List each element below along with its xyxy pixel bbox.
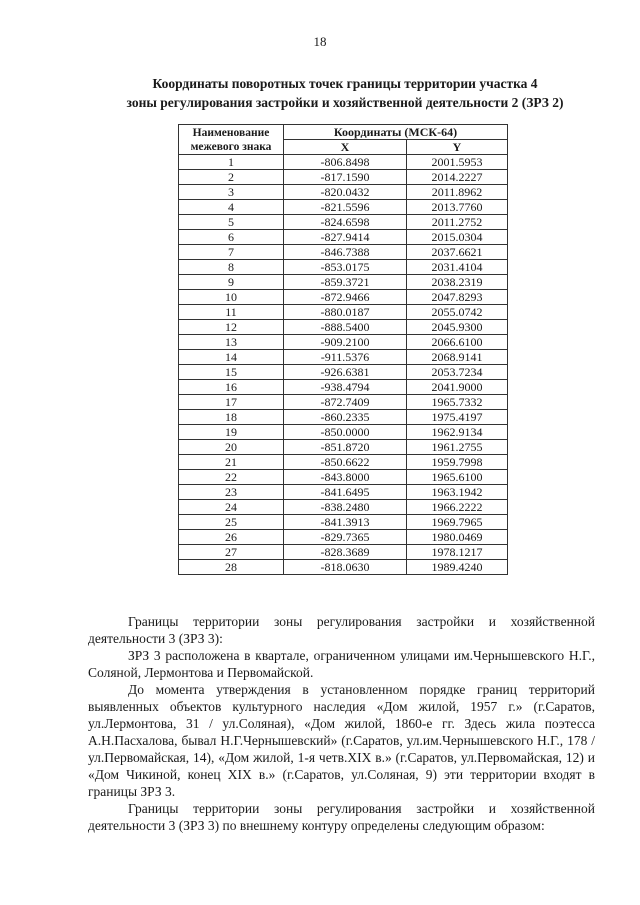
point-number-cell: 15 (179, 365, 284, 380)
point-number-cell: 18 (179, 410, 284, 425)
x-coordinate-cell: -853.0175 (284, 260, 407, 275)
y-coordinate-cell: 2055.0742 (407, 305, 508, 320)
x-coordinate-cell: -850.0000 (284, 425, 407, 440)
table-row (179, 305, 508, 320)
y-coordinate-cell: 1966.2222 (407, 500, 508, 515)
x-coordinate-cell: -938.4794 (284, 380, 407, 395)
x-coordinate-cell: -851.8720 (284, 440, 407, 455)
y-coordinate-cell: 2047.8293 (407, 290, 508, 305)
x-coordinate-cell: -911.5376 (284, 350, 407, 365)
x-coordinate-cell: -843.8000 (284, 470, 407, 485)
header-point-name: Наименование межевого знака (179, 125, 284, 155)
point-number-cell: 4 (179, 200, 284, 215)
point-number-cell: 27 (179, 545, 284, 560)
paragraph-zrz3-heading: Границы территории зоны регулирования застройки и хозяйственной деятельности 3 (ЗРЗ 3): (88, 614, 595, 646)
y-coordinate-cell: 2001.5953 (407, 155, 508, 170)
y-coordinate-cell: 2066.6100 (407, 335, 508, 350)
y-coordinate-cell: 1965.6100 (407, 470, 508, 485)
table-row (179, 275, 508, 290)
point-number-cell: 12 (179, 320, 284, 335)
y-coordinate-cell: 2045.9300 (407, 320, 508, 335)
x-coordinate-cell: -829.7365 (284, 530, 407, 545)
y-coordinate-cell: 2053.7234 (407, 365, 508, 380)
table-title (60, 74, 630, 112)
table-row (179, 515, 508, 530)
point-number-cell: 19 (179, 425, 284, 440)
point-number-cell: 26 (179, 530, 284, 545)
table-row (179, 155, 508, 170)
table-row (179, 485, 508, 500)
x-coordinate-cell: -820.0432 (284, 185, 407, 200)
table-row (179, 530, 508, 545)
y-coordinate-cell: 1980.0469 (407, 530, 508, 545)
table-row (179, 500, 508, 515)
coordinates-table (178, 124, 508, 575)
x-coordinate-cell: -841.6495 (284, 485, 407, 500)
table-row (179, 395, 508, 410)
point-number-cell: 8 (179, 260, 284, 275)
table-row (179, 350, 508, 365)
header-x: X (284, 140, 407, 155)
point-number-cell: 21 (179, 455, 284, 470)
table-row (179, 440, 508, 455)
point-number-cell: 2 (179, 170, 284, 185)
x-coordinate-cell: -926.6381 (284, 365, 407, 380)
table-row (179, 215, 508, 230)
x-coordinate-cell: -827.9414 (284, 230, 407, 245)
table-row (179, 380, 508, 395)
table-row (179, 545, 508, 560)
point-number-cell: 7 (179, 245, 284, 260)
x-coordinate-cell: -828.3689 (284, 545, 407, 560)
point-number-cell: 16 (179, 380, 284, 395)
y-coordinate-cell: 2011.8962 (407, 185, 508, 200)
table-row (179, 455, 508, 470)
paragraph-outer-contour: Границы территории зоны регулирования застройки и хозяйственной деятельности 3 (ЗРЗ 3) по внешнему контуру определены следующим образом: (88, 801, 595, 833)
point-number-cell: 5 (179, 215, 284, 230)
point-number-cell: 11 (179, 305, 284, 320)
x-coordinate-cell: -806.8498 (284, 155, 407, 170)
x-coordinate-cell: -888.5400 (284, 320, 407, 335)
y-coordinate-cell: 1978.1217 (407, 545, 508, 560)
y-coordinate-cell: 2031.4104 (407, 260, 508, 275)
y-coordinate-cell: 1989.4240 (407, 560, 508, 575)
coordinates-table-body (179, 155, 508, 575)
x-coordinate-cell: -872.7409 (284, 395, 407, 410)
table-row (179, 185, 508, 200)
point-number-cell: 20 (179, 440, 284, 455)
x-coordinate-cell: -909.2100 (284, 335, 407, 350)
table-row (179, 170, 508, 185)
table-row (179, 335, 508, 350)
y-coordinate-cell: 1961.2755 (407, 440, 508, 455)
body-text (88, 613, 595, 834)
point-number-cell: 3 (179, 185, 284, 200)
table-row (179, 200, 508, 215)
y-coordinate-cell: 2015.0304 (407, 230, 508, 245)
table-row (179, 470, 508, 485)
point-number-cell: 23 (179, 485, 284, 500)
table-row (179, 230, 508, 245)
y-coordinate-cell: 1962.9134 (407, 425, 508, 440)
table-row (179, 245, 508, 260)
y-coordinate-cell: 1965.7332 (407, 395, 508, 410)
page-number: 18 (313, 34, 327, 49)
y-coordinate-cell: 1963.1942 (407, 485, 508, 500)
table-row (179, 320, 508, 335)
y-coordinate-cell: 2068.9141 (407, 350, 508, 365)
point-number-cell: 9 (179, 275, 284, 290)
x-coordinate-cell: -872.9466 (284, 290, 407, 305)
y-coordinate-cell: 1959.7998 (407, 455, 508, 470)
y-coordinate-cell: 2041.9000 (407, 380, 508, 395)
y-coordinate-cell: 2014.2227 (407, 170, 508, 185)
point-number-cell: 25 (179, 515, 284, 530)
x-coordinate-cell: -880.0187 (284, 305, 407, 320)
table-row (179, 425, 508, 440)
y-coordinate-cell: 1975.4197 (407, 410, 508, 425)
y-coordinate-cell: 1969.7965 (407, 515, 508, 530)
title-line-2: зоны регулирования застройки и хозяйственной деятельности 2 (ЗРЗ 2) (126, 95, 564, 110)
y-coordinate-cell: 2037.6621 (407, 245, 508, 260)
x-coordinate-cell: -859.3721 (284, 275, 407, 290)
x-coordinate-cell: -821.5596 (284, 200, 407, 215)
x-coordinate-cell: -817.1590 (284, 170, 407, 185)
point-number-cell: 17 (179, 395, 284, 410)
point-number-cell: 14 (179, 350, 284, 365)
point-number-cell: 13 (179, 335, 284, 350)
x-coordinate-cell: -850.6622 (284, 455, 407, 470)
x-coordinate-cell: -838.2480 (284, 500, 407, 515)
point-number-cell: 1 (179, 155, 284, 170)
table-row (179, 260, 508, 275)
point-number-cell: 10 (179, 290, 284, 305)
table-row (179, 290, 508, 305)
point-number-cell: 24 (179, 500, 284, 515)
y-coordinate-cell: 2011.2752 (407, 215, 508, 230)
point-number-cell: 28 (179, 560, 284, 575)
paragraph-zrz3-location: ЗРЗ 3 расположена в квартале, ограниченном улицами им.Чернышевского Н.Г., Соляной, Лермонтова и Первомайской. (88, 648, 595, 680)
table-row (179, 410, 508, 425)
title-line-1: Координаты поворотных точек границы территории участка 4 (152, 76, 538, 91)
table-row (179, 365, 508, 380)
y-coordinate-cell: 2013.7760 (407, 200, 508, 215)
y-coordinate-cell: 2038.2319 (407, 275, 508, 290)
table-row (179, 560, 508, 575)
x-coordinate-cell: -818.0630 (284, 560, 407, 575)
header-coordinates: Координаты (МСК-64) (284, 125, 508, 140)
x-coordinate-cell: -841.3913 (284, 515, 407, 530)
x-coordinate-cell: -846.7388 (284, 245, 407, 260)
point-number-cell: 22 (179, 470, 284, 485)
header-y: Y (407, 140, 508, 155)
paragraph-heritage-objects: До момента утверждения в установленном порядке границ территорий выявленных объектов культурного наследия «Дом жилой, 1957 г.» (г.Саратов, ул.Лермонтова, 31 / ул.Соляная), «Дом жилой, 1860-е гг. Здесь жила поэтесса А.Н.Пасхалова, бывал Н.Г.Чернышевский» (г.Саратов, ул.им.Чернышевского Н.Г., 178 / ул.Первомайская, 14), «Дом жилой, 1-я четв.XIX в.» (г.Саратов, ул.Первомайская, 12) и «Дом Чикиной, конец XIX в.» (г.Саратов, ул.Соляная, 9) эти территории входят в границы ЗРЗ 3. (88, 682, 595, 799)
x-coordinate-cell: -860.2335 (284, 410, 407, 425)
x-coordinate-cell: -824.6598 (284, 215, 407, 230)
point-number-cell: 6 (179, 230, 284, 245)
